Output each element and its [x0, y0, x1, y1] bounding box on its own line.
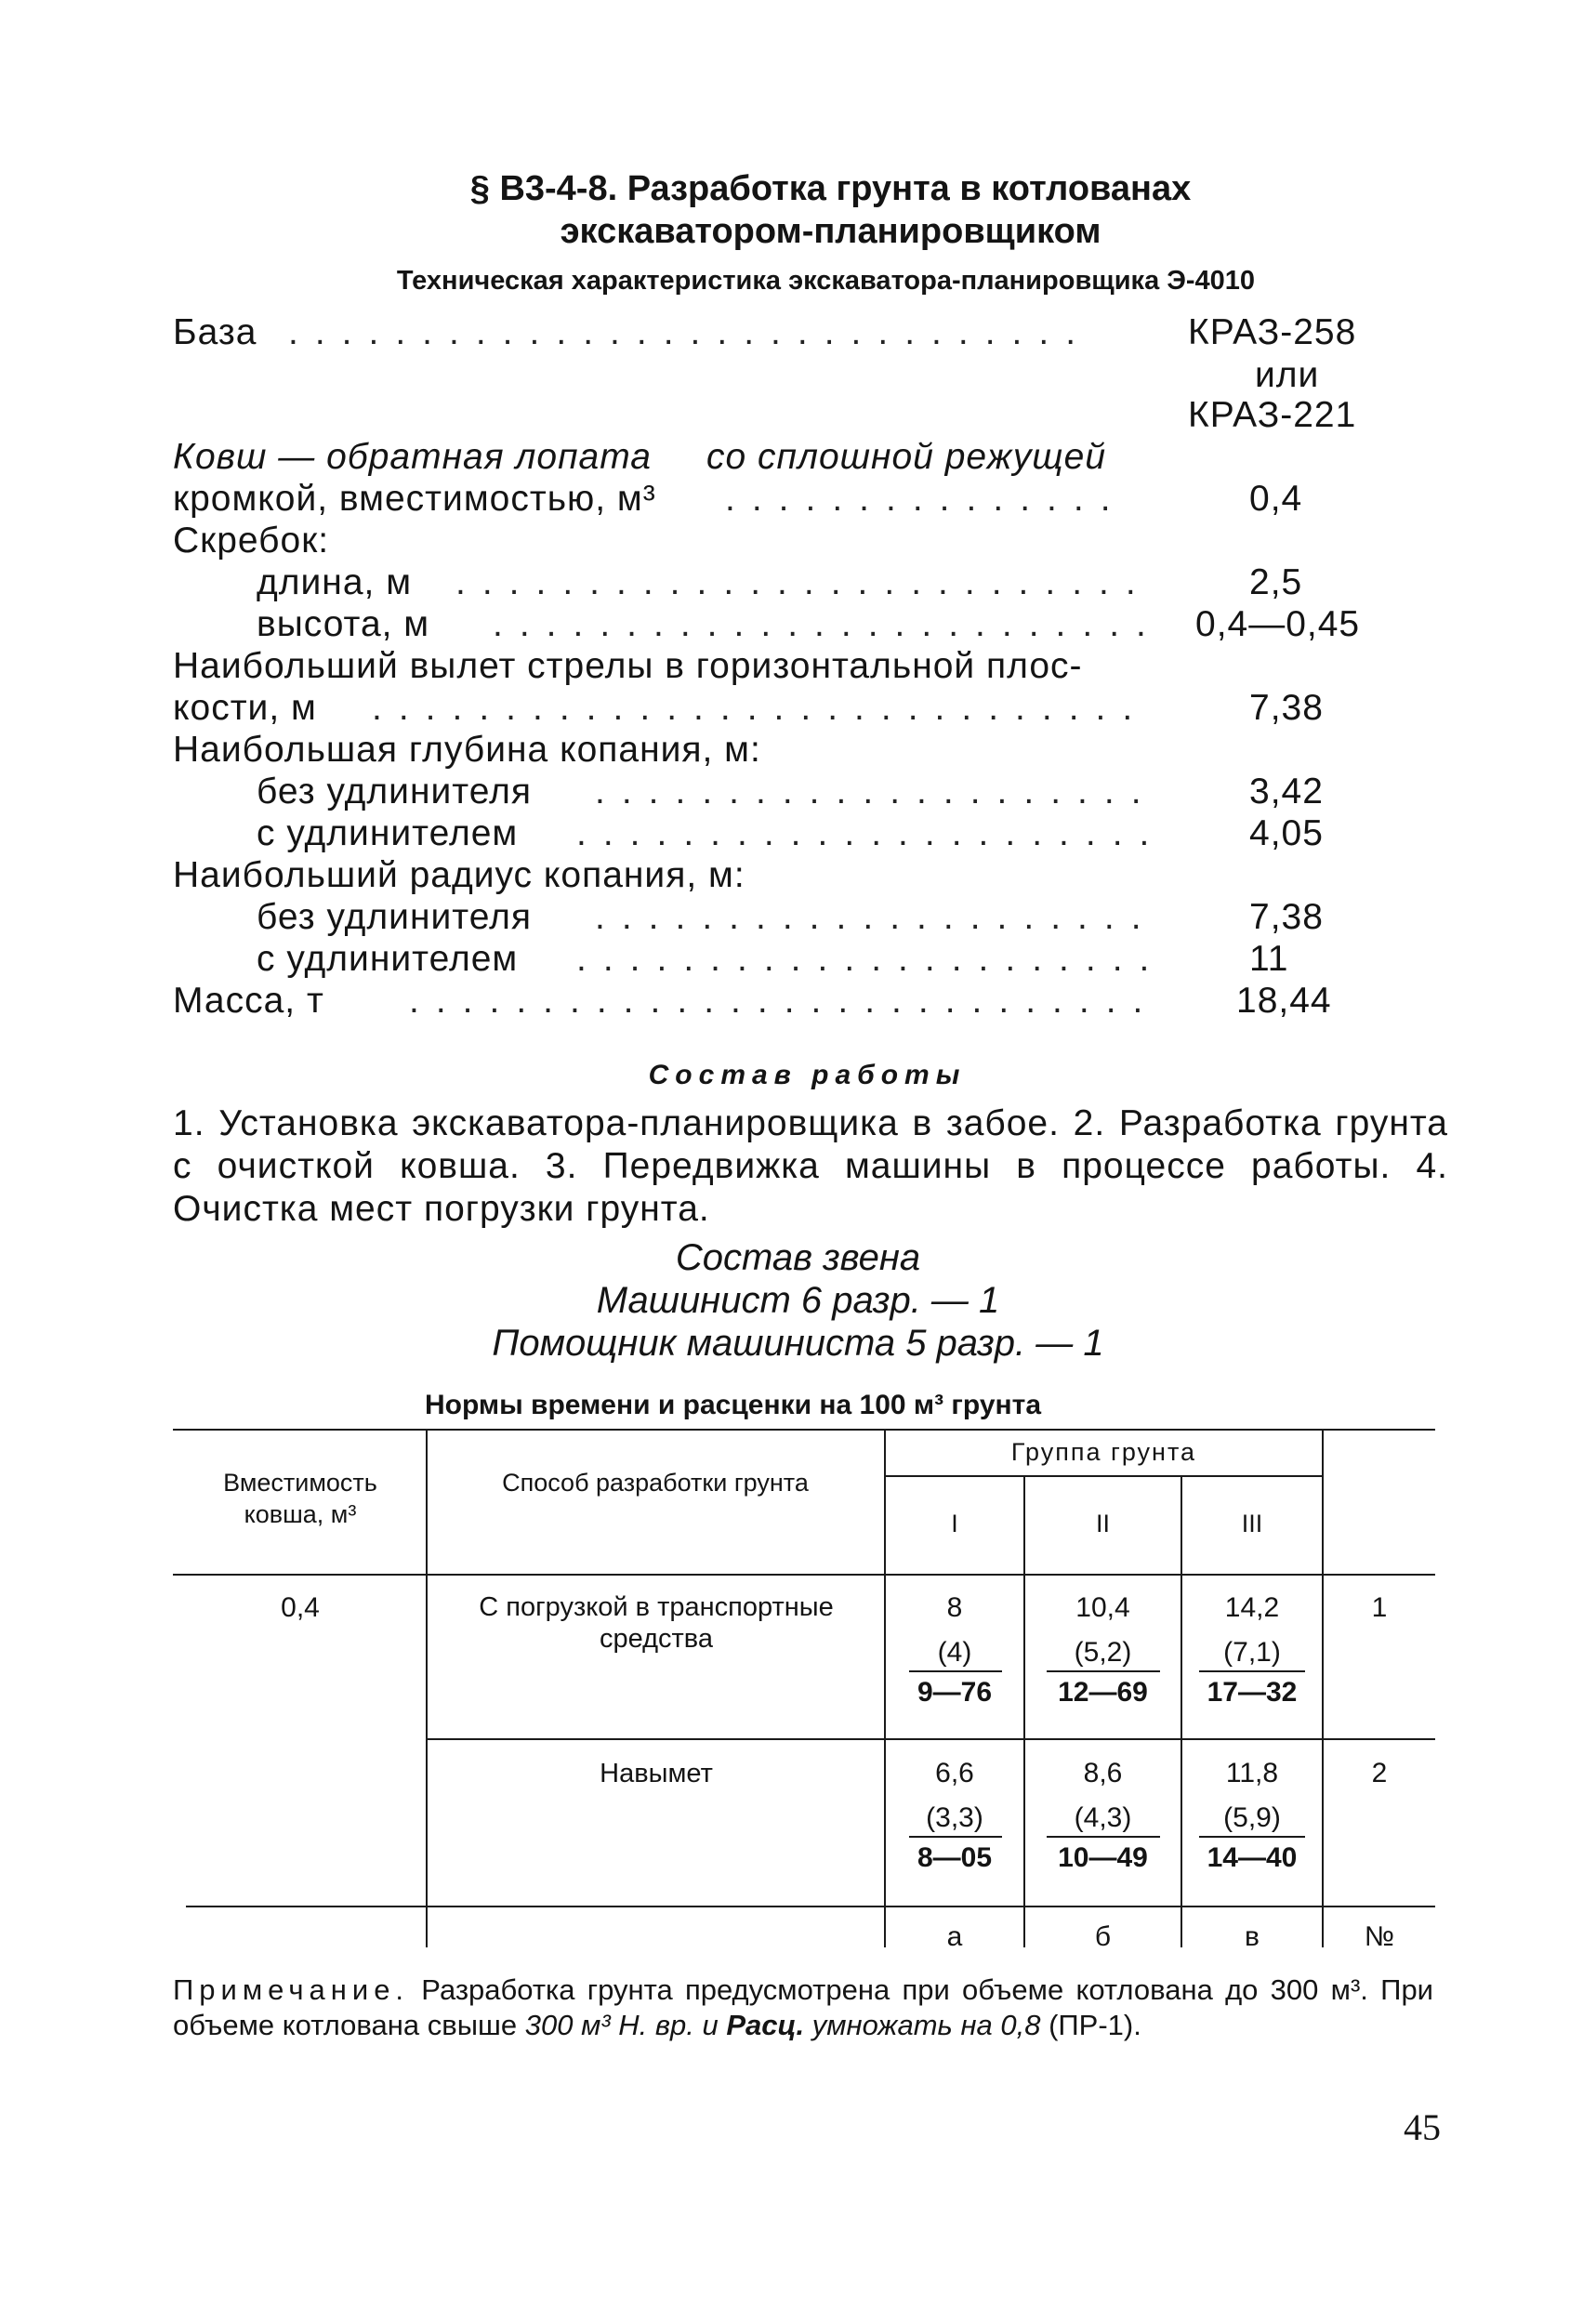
cell-crew-norm: (5,9): [1223, 1802, 1281, 1833]
fraction-line: [1199, 1836, 1305, 1838]
cell-norm: 11,8: [1225, 1758, 1279, 1788]
table-note: [173, 1973, 1433, 2043]
cell-capacity: 0,4: [281, 1592, 320, 1623]
cell-price: 8—05: [917, 1842, 993, 1873]
footer-col-v: в: [1245, 1921, 1260, 1952]
cell-method: Навымет: [600, 1759, 713, 1788]
section-title-continued: экскаватором-планировщиком: [560, 212, 1101, 251]
leader-dots: .....................: [595, 897, 1158, 937]
table-title: Нормы времени и расценки на 100 м³ грунта: [424, 1390, 1042, 1420]
spec-scraper-label: Скребок:: [173, 521, 330, 561]
cell-price: 12—69: [1058, 1677, 1148, 1708]
spec-bucket-line1b: со сплошной режущей: [706, 437, 1107, 477]
note-text-italic: умножать на 0,8: [804, 2009, 1041, 2041]
leader-dots: .....................: [595, 772, 1158, 811]
note-text-bold: Расц.: [726, 2009, 805, 2041]
spec-scraper-height-value: 0,4—0,45: [1195, 604, 1361, 644]
tech-spec-heading: Техническая характеристика экскаватора-планировщика Э-4010: [396, 266, 1256, 296]
cell-crew-norm: (7,1): [1223, 1637, 1281, 1668]
spec-bucket-line2: кромкой, вместимостью, м³: [173, 479, 656, 519]
fraction-line: [909, 1670, 1002, 1672]
leader-dots: .........................: [493, 604, 1163, 644]
spec-base-or: или: [1255, 355, 1320, 395]
col-divider: [1023, 1475, 1025, 1947]
crew-heading: Состав звена: [675, 1237, 921, 1278]
crew-member-assistant: Помощник машиниста 5 разр. — 1: [492, 1323, 1104, 1364]
cell-crew-norm: (4,3): [1074, 1802, 1132, 1833]
spec-radius-ext-value: 11: [1249, 939, 1289, 979]
spec-depth-label: Наибольшая глубина копания, м:: [173, 730, 761, 770]
spec-depth-no-ext-value: 3,42: [1249, 772, 1324, 811]
cell-method: С погрузкой в транспортные средства: [479, 1592, 834, 1654]
note-text: (ПР-1).: [1040, 2009, 1141, 2041]
table-top-rule: [173, 1429, 1435, 1431]
cell-norm: 6,6: [935, 1758, 974, 1788]
cell-row-number: 1: [1371, 1592, 1388, 1623]
fraction-line: [1047, 1836, 1160, 1838]
leader-dots: .............................: [372, 688, 1150, 728]
spec-depth-no-ext-label: без удлинителя: [257, 772, 532, 811]
header-bottom-rule: [173, 1574, 1435, 1576]
section-title: § В3-4-8. Разработка грунта в котлованах: [469, 169, 1192, 208]
spec-scraper-length-value: 2,5: [1249, 562, 1303, 602]
work-composition-heading: Состав работы: [648, 1060, 967, 1090]
cell-norm: 14,2: [1224, 1592, 1280, 1623]
spec-reach-line1: Наибольший вылет стрелы в горизонтальной плос-: [173, 646, 1083, 686]
col-divider: [1322, 1429, 1324, 1947]
spec-mass-value: 18,44: [1236, 981, 1332, 1021]
col-divider: [1181, 1475, 1182, 1947]
cell-crew-norm: (3,3): [926, 1802, 983, 1833]
header-method: Способ разработки грунта: [502, 1469, 809, 1497]
header-capacity: Вместимость ковша, м³: [223, 1469, 377, 1528]
table-bottom-rule: [186, 1906, 1435, 1907]
header-group-1: I: [951, 1510, 958, 1537]
note-lead: Примечание.: [173, 1973, 410, 2006]
cell-norm: 10,4: [1075, 1592, 1130, 1623]
leader-dots: ............................: [409, 981, 1160, 1021]
spec-bucket-value: 0,4: [1249, 479, 1303, 519]
spec-radius-label: Наибольший радиус копания, м:: [173, 855, 745, 895]
row-divider: [428, 1738, 1435, 1740]
note-text-italic: 300 м³ Н. вр.: [524, 2009, 694, 2041]
spec-reach-value: 7,38: [1249, 688, 1324, 728]
leader-dots: ..........................: [455, 562, 1153, 602]
leader-dots: ..............................: [288, 312, 1093, 352]
note-text: и: [693, 2009, 727, 2041]
fraction-line: [1047, 1670, 1160, 1672]
spec-mass-label: Масса, т: [173, 981, 324, 1021]
cell-norm: 8: [946, 1592, 963, 1623]
spec-base-label: База: [173, 312, 257, 352]
crew-member-machinist: Машинист 6 разр. — 1: [596, 1280, 1000, 1321]
cell-norm: 8,6: [1083, 1758, 1123, 1788]
spec-base-value2: КРАЗ-221: [1188, 395, 1357, 435]
header-soil-group: Группа грунта: [1010, 1438, 1197, 1466]
col-divider: [426, 1429, 428, 1947]
cell-crew-norm: (5,2): [1074, 1637, 1132, 1668]
fraction-line: [909, 1836, 1002, 1838]
spec-bucket-line1a: Ковш — обратная лопата: [173, 437, 652, 477]
footer-col-number: №: [1364, 1921, 1395, 1952]
spec-radius-no-ext-value: 7,38: [1249, 897, 1324, 937]
spec-scraper-height-label: высота, м: [257, 604, 430, 644]
work-composition-text: 1. Установка экскаватора-планировщика в забое. 2. Разработка грунта с очисткой ковша. 3. Передвижка машины в процессе работы. 4. Очистка мест погрузки грунта.: [173, 1103, 1448, 1229]
spec-reach-line2: кости, м: [173, 688, 317, 728]
spec-radius-ext-label: с удлинителем: [257, 939, 519, 979]
cell-price: 17—32: [1207, 1677, 1298, 1708]
leader-dots: ......................: [576, 939, 1167, 979]
spec-base-value1: КРАЗ-258: [1188, 312, 1357, 352]
spec-depth-ext-value: 4,05: [1249, 813, 1324, 853]
page-number: 45: [1404, 2106, 1441, 2148]
cell-price: 9—76: [917, 1677, 993, 1708]
header-group-2: II: [1095, 1510, 1110, 1537]
cell-crew-norm: (4): [937, 1637, 972, 1668]
spec-radius-no-ext-label: без удлинителя: [257, 897, 532, 937]
leader-dots: ......................: [576, 813, 1167, 853]
footer-col-b: б: [1094, 1921, 1112, 1952]
cell-price: 14—40: [1207, 1842, 1298, 1873]
header-group-3: III: [1241, 1510, 1263, 1537]
fraction-line: [1199, 1670, 1305, 1672]
cell-price: 10—49: [1058, 1842, 1148, 1873]
footer-col-a: а: [946, 1921, 963, 1952]
leader-dots: ...............: [725, 479, 1128, 519]
spec-scraper-length-label: длина, м: [257, 562, 413, 602]
cell-row-number: 2: [1371, 1758, 1388, 1788]
group-header-rule: [886, 1475, 1324, 1477]
note-text: Разработка грунта предусмотрена при объеме котлована до 300 м³. При объеме котлована свыше: [173, 1973, 1433, 2041]
spec-depth-ext-label: с удлинителем: [257, 813, 519, 853]
